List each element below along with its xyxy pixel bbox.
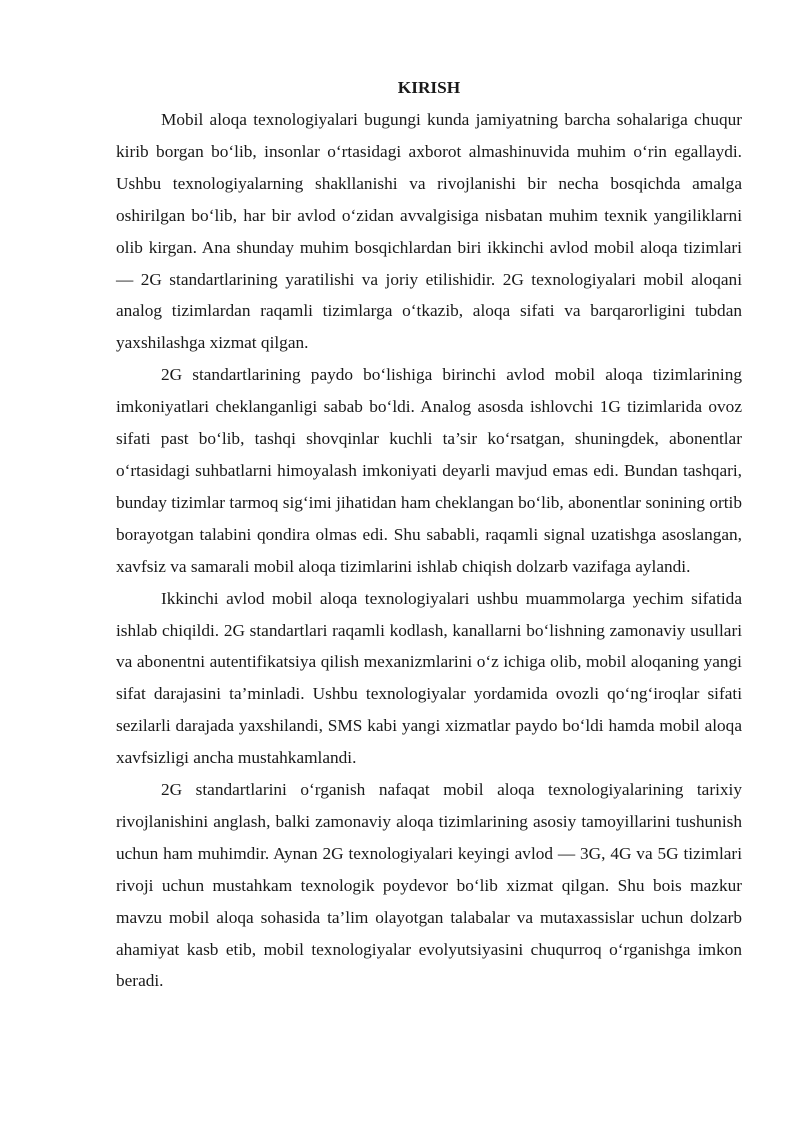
paragraph-3: Ikkinchi avlod mobil aloqa texnologiyalari ushbu muammolarga yechim sifatida ishlab chiqildi. 2G standartlari raqamli kodlash, kanallarni bo‘lishning zamonaviy usullari va abonentni autentifikatsiya qilish mexanizmlarini o‘z ichiga olib, mobil aloqaning yangi sifat darajasini ta’minladi. Ushbu texnologiyalar yordamida ovozli qo‘ng‘iroqlar sifati sezilarli darajada yaxshilandi, SMS kabi yangi xizmatlar paydo bo‘ldi hamda mobil aloqa xavfsizligi ancha mustahkamlandi. [116, 588, 742, 768]
paragraph-4: 2G standartlarini o‘rganish nafaqat mobil aloqa texnologiyalarining tarixiy rivojlanishini anglash, balki zamonaviy aloqa tizimlarining asosiy tamoyillarini tushunish uchun ham muhimdir. Aynan 2G texnologiyalari keyingi avlod — 3G, 4G va 5G tizimlari rivoji uchun mustahkam texnologik poydevor bo‘lib xizmat qilgan. Shu bois mazkur mavzu mobil aloqa sohasida ta’lim olayotgan talabalar va mutaxassislar uchun dolzarb ahamiyat kasb etib, mobil texnologiyalar evolyutsiyasini chuqurroq o‘rganishga imkon beradi. [116, 780, 742, 991]
paragraph-1: Mobil aloqa texnologiyalari bugungi kunda jamiyatning barcha sohalariga chuqur kirib borgan bo‘lib, insonlar o‘rtasidagi axborot almashinuvida muhim o‘rin egallaydi. Ushbu texnologiyalarning shakllanishi va rivojlanishi bir necha bosqichda amalga oshirilgan bo‘lib, har bir avlod o‘zidan avvalgisiga nisbatan muhim texnik yangiliklarni olib kirgan. Ana shunday muhim bosqichlardan biri ikkinchi avlod mobil aloqa tizimlari — 2G standartlarining yaratilishi va joriy etilishidir. 2G texnologiyalari mobil aloqani analog tizimlardan raqamli tizimlarga o‘tkazib, aloqa sifati va barqarorligini tubdan yaxshilashga xizmat qilgan. [116, 110, 742, 353]
document-body [116, 77, 742, 997]
paragraph-2: 2G standartlarining paydo bo‘lishiga birinchi avlod mobil aloqa tizimlarining imkoniyatlari cheklanganligi sabab bo‘ldi. Analog asosda ishlovchi 1G tizimlarida ovoz sifati past bo‘lib, tashqi shovqinlar kuchli ta’sir ko‘rsatgan, shuningdek, abonentlar o‘rtasidagi suhbatlarni himoyalash imkoniyati deyarli mavjud emas edi. Bundan tashqari, bunday tizimlar tarmoq sig‘imi jihatidan ham cheklangan bo‘lib, abonentlar sonining ortib borayotgan talabini qondira olmas edi. Shu sababli, raqamli signal uzatishga asoslangan, xavfsiz va samarali mobil aloqa tizimlarini ishlab chiqish dolzarb vazifaga aylandi. [116, 365, 742, 576]
page-title: KIRISH [397, 78, 461, 97]
